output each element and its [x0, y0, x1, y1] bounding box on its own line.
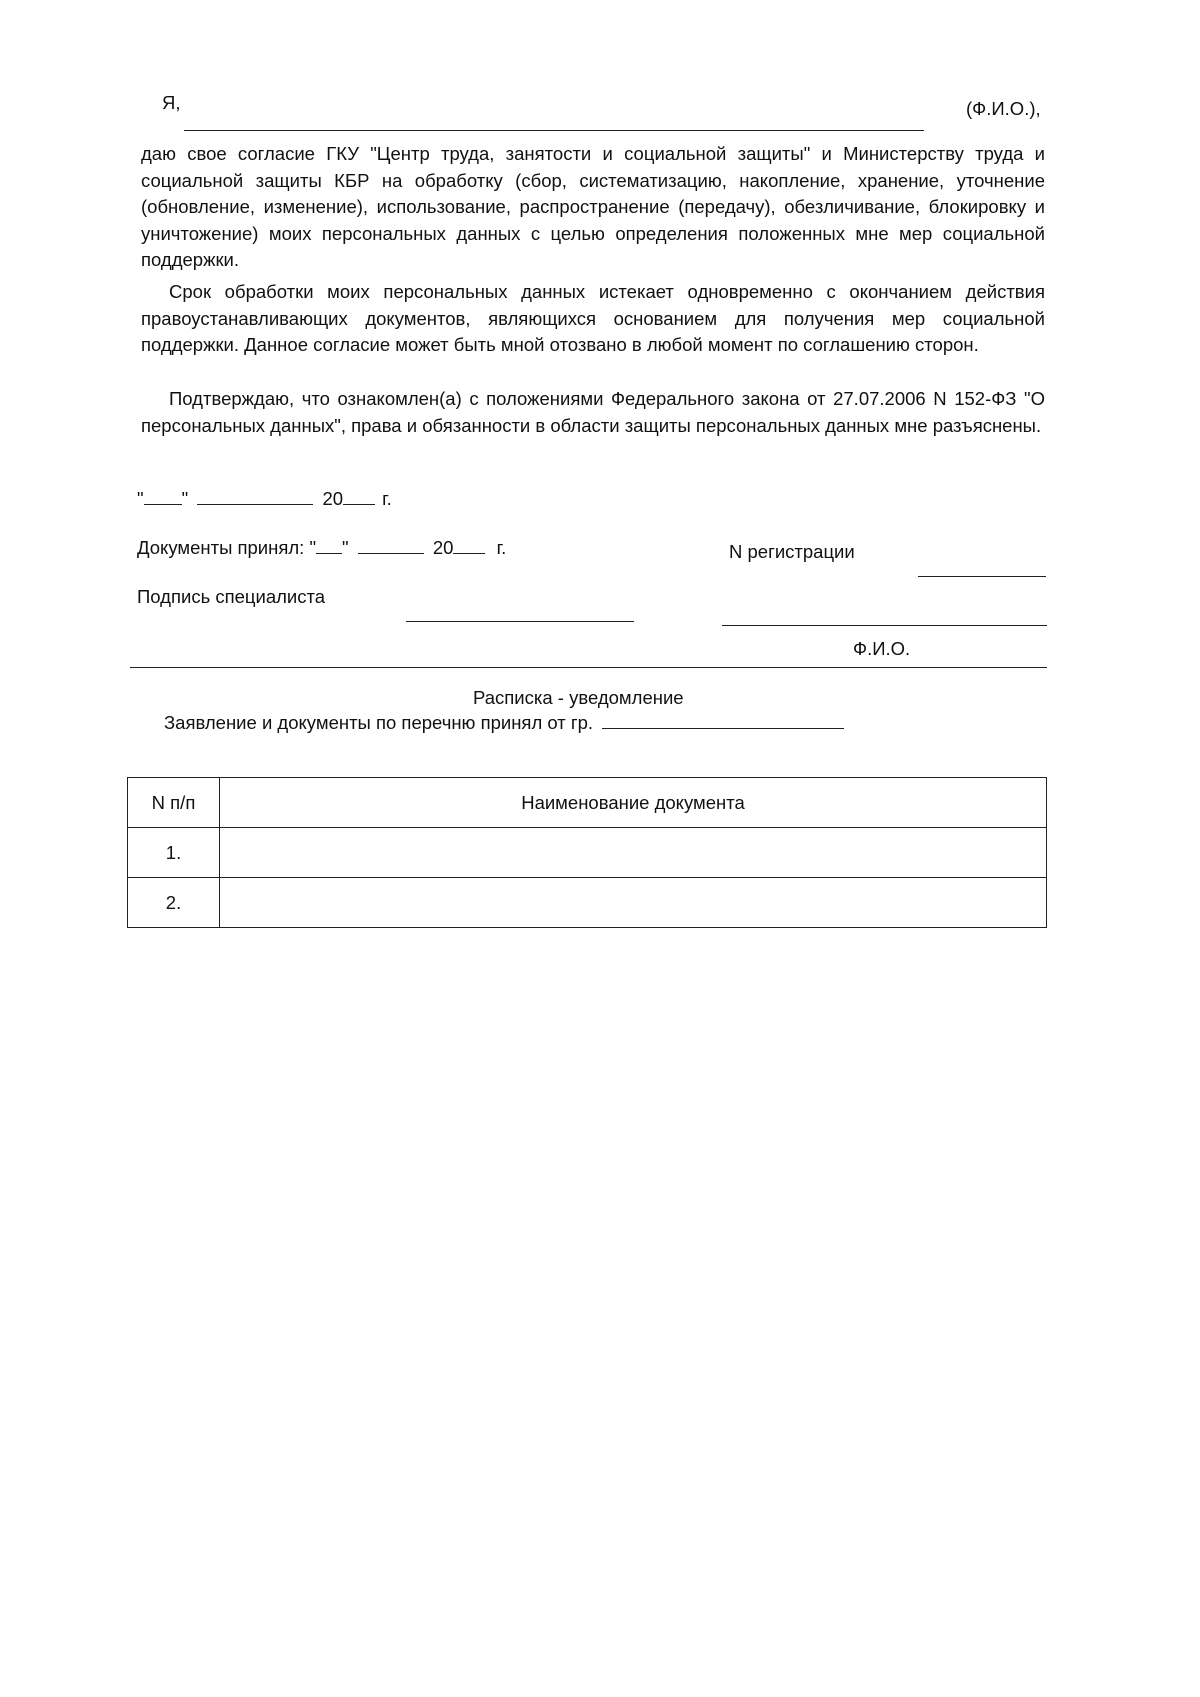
- fio-label: (Ф.И.О.),: [966, 98, 1041, 119]
- day-blank: [144, 488, 182, 505]
- consent-paragraph: даю свое согласие ГКУ "Центр труда, занятости и социальной защиты" и Министерству труда и социальной защиты КБР на обработку (сбор, систематизацию, накопление, хранение, уточнение (обновление, изменение), использование, распространение (передачу), обезличивание, блокировку и уничтожение) моих персональных данных с целью определения положенных мне мер социальной поддержки.: [141, 143, 1045, 270]
- specialist-fio-blank: [722, 625, 1047, 626]
- receipt-title: Расписка - уведомление: [473, 687, 684, 708]
- row-number: 2.: [128, 878, 220, 928]
- registration-number-label: N регистрации: [729, 541, 855, 562]
- row-document-name[interactable]: [220, 878, 1047, 928]
- row-number: 1.: [128, 828, 220, 878]
- year-prefix: 20: [322, 488, 344, 509]
- specialist-signature-blank: [406, 621, 634, 622]
- accept-day-blank: [316, 537, 342, 554]
- documents-table: [127, 777, 1047, 928]
- accept-year-suffix: г.: [496, 537, 507, 558]
- column-header-document-name: Наименование документа: [220, 778, 1047, 828]
- year-blank: [343, 488, 375, 505]
- accept-quote-close: ": [342, 537, 349, 558]
- confirmation-paragraph: Подтверждаю, что ознакомлен(а) с положениями Федерального закона от 27.07.2006 N 152-ФЗ "О персональных данных", права и обязанности в области защиты персональных данных мне разъяснены.: [141, 388, 1045, 436]
- accept-month-blank: [358, 537, 424, 554]
- section-separator: [130, 667, 1047, 668]
- date-quote-close: ": [181, 488, 189, 509]
- receipt-statement-line: [164, 712, 844, 734]
- table-header-row: [128, 778, 1047, 828]
- month-blank: [197, 488, 313, 505]
- signature-date-line: [137, 488, 392, 510]
- i-label: Я,: [162, 92, 181, 113]
- processing-term-paragraph: Срок обработки моих персональных данных истекает одновременно с окончанием действия правоустанавливающих документов, являющихся основанием для получения мер социальной поддержки. Данное согласие может быть мной отозвано в любой момент по соглашению сторон.: [141, 281, 1045, 355]
- accept-year-prefix: 20: [432, 537, 454, 558]
- accept-year-blank: [453, 537, 485, 554]
- year-suffix: г.: [382, 488, 392, 509]
- table-row: [128, 878, 1047, 928]
- row-document-name[interactable]: [220, 828, 1047, 878]
- fio-underline: [184, 130, 924, 131]
- column-header-number: N п/п: [128, 778, 220, 828]
- registration-number-blank: [918, 576, 1046, 577]
- docs-accepted-line: [137, 537, 506, 559]
- specialist-fio-label: Ф.И.О.: [853, 638, 911, 659]
- date-quote-open: ": [137, 488, 144, 509]
- table-row: [128, 828, 1047, 878]
- specialist-signature-label: Подпись специалиста: [137, 586, 326, 607]
- receipt-statement: Заявление и документы по перечню принял от гр.: [164, 712, 594, 733]
- docs-accepted-label: Документы принял: ": [137, 537, 317, 558]
- citizen-name-blank: [602, 712, 844, 729]
